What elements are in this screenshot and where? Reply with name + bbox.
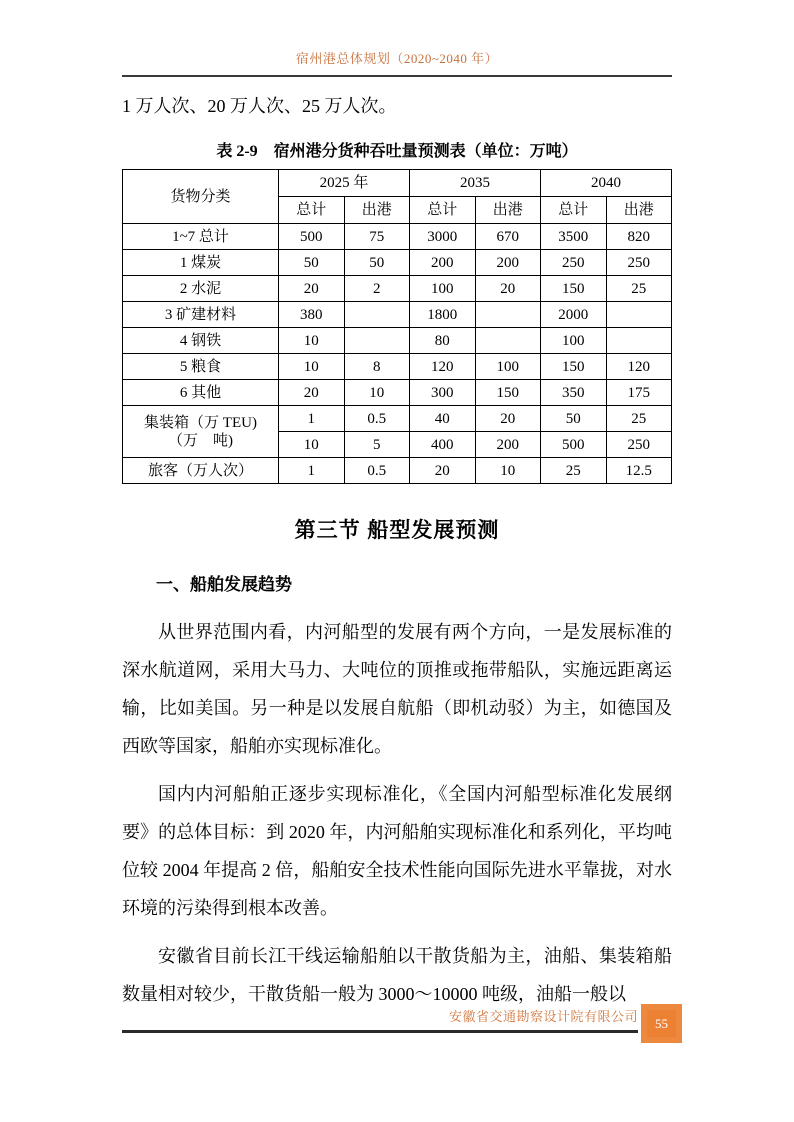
data-cell (606, 328, 672, 354)
column-subheader: 出港 (475, 197, 541, 224)
data-cell: 10 (475, 458, 541, 484)
table-row (123, 224, 672, 250)
table-body (123, 224, 672, 484)
data-cell (344, 328, 410, 354)
data-cell (475, 328, 541, 354)
data-cell: 100 (541, 328, 607, 354)
data-cell: 200 (410, 250, 476, 276)
data-cell: 10 (279, 354, 345, 380)
column-header-year: 2035 (410, 170, 541, 197)
data-cell: 150 (541, 276, 607, 302)
data-cell: 20 (475, 406, 541, 432)
table-head (123, 170, 672, 224)
data-cell (475, 302, 541, 328)
row-label: 旅客（万人次） (123, 458, 279, 484)
data-cell: 3500 (541, 224, 607, 250)
data-cell: 50 (279, 250, 345, 276)
row-label: 6 其他 (123, 380, 279, 406)
data-cell: 80 (410, 328, 476, 354)
data-cell: 200 (475, 432, 541, 458)
throughput-forecast-table (122, 169, 672, 484)
data-cell: 1800 (410, 302, 476, 328)
body-paragraph: 从世界范围内看，内河船型的发展有两个方向，一是发展标准的深水航道网，采用大马力、大吨位的顶推或拖带船队，实施远距离运输，比如美国。另一种是以发展自航船（即机动驳）为主，如德国及西欧等国家，船舶亦实现标准化。 (122, 622, 672, 756)
column-subheader: 总计 (410, 197, 476, 224)
data-cell: 500 (279, 224, 345, 250)
footer-company: 安徽省交通勘察设计院有限公司 (448, 1009, 638, 1024)
table-row (123, 328, 672, 354)
data-cell: 820 (606, 224, 672, 250)
data-cell: 20 (410, 458, 476, 484)
column-subheader: 出港 (606, 197, 672, 224)
column-header-year: 2025 年 (279, 170, 410, 197)
data-cell: 100 (410, 276, 476, 302)
data-cell: 2000 (541, 302, 607, 328)
data-cell: 300 (410, 380, 476, 406)
table-row (123, 250, 672, 276)
data-cell: 250 (606, 432, 672, 458)
data-cell: 1 (279, 406, 345, 432)
page-number: 55 (655, 1015, 668, 1031)
data-cell: 2 (344, 276, 410, 302)
data-cell: 1 (279, 458, 345, 484)
column-subheader: 出港 (344, 197, 410, 224)
data-cell: 10 (279, 432, 345, 458)
data-cell: 350 (541, 380, 607, 406)
row-label: 集装箱（万 TEU) （万 吨) (123, 406, 279, 458)
table-row (123, 276, 672, 302)
intro-line: 1 万人次、20 万人次、25 万人次。 (122, 96, 397, 116)
section-subheading: 一、船舶发展趋势 (156, 575, 292, 594)
data-cell: 12.5 (606, 458, 672, 484)
data-cell: 20 (279, 276, 345, 302)
data-cell: 670 (475, 224, 541, 250)
table-row (123, 458, 672, 484)
body-paragraph: 国内内河船舶正逐步实现标准化，《全国内河船型标准化发展纲要》的总体目标：到 2020 年，内河船舶实现标准化和系列化，平均吨位较 2004 年提高 2 倍，船舶安全技术性能向国际先进水平靠拢，对水环境的污染得到根本改善。 (122, 784, 672, 918)
data-cell: 120 (606, 354, 672, 380)
row-label: 2 水泥 (123, 276, 279, 302)
table-row (123, 406, 672, 432)
data-cell: 20 (475, 276, 541, 302)
row-label: 1~7 总计 (123, 224, 279, 250)
table-caption: 表 2-9 宿州港分货种吞吐量预测表（单位：万吨） (216, 143, 578, 160)
data-cell: 50 (344, 250, 410, 276)
data-cell: 50 (541, 406, 607, 432)
data-cell: 8 (344, 354, 410, 380)
data-cell: 5 (344, 432, 410, 458)
data-cell: 75 (344, 224, 410, 250)
page-header (122, 48, 672, 77)
data-cell: 250 (606, 250, 672, 276)
data-cell: 120 (410, 354, 476, 380)
header-title: 宿州港总体规划（2020~2040 年） (295, 51, 499, 66)
data-cell: 0.5 (344, 458, 410, 484)
table-row (123, 302, 672, 328)
section-heading: 第三节 船型发展预测 (294, 519, 500, 542)
data-cell: 100 (475, 354, 541, 380)
data-cell: 20 (279, 380, 345, 406)
data-cell: 150 (475, 380, 541, 406)
page-footer (122, 1006, 638, 1033)
data-cell (344, 302, 410, 328)
data-cell: 400 (410, 432, 476, 458)
table-row (123, 354, 672, 380)
page-number-box (641, 1004, 682, 1043)
column-subheader: 总计 (279, 197, 345, 224)
data-cell: 175 (606, 380, 672, 406)
data-cell: 500 (541, 432, 607, 458)
data-cell: 10 (279, 328, 345, 354)
data-cell (606, 302, 672, 328)
data-cell: 3000 (410, 224, 476, 250)
data-cell: 200 (475, 250, 541, 276)
column-header-year: 2040 (541, 170, 672, 197)
column-header-category: 货物分类 (123, 170, 279, 224)
data-cell: 10 (344, 380, 410, 406)
row-label: 4 钢铁 (123, 328, 279, 354)
row-label: 3 矿建材料 (123, 302, 279, 328)
table-row (123, 380, 672, 406)
body-paragraphs (122, 613, 672, 1013)
column-subheader: 总计 (541, 197, 607, 224)
data-cell: 25 (606, 276, 672, 302)
data-cell: 25 (606, 406, 672, 432)
row-label: 5 粮食 (123, 354, 279, 380)
row-label: 1 煤炭 (123, 250, 279, 276)
data-cell: 25 (541, 458, 607, 484)
data-cell: 250 (541, 250, 607, 276)
data-cell: 380 (279, 302, 345, 328)
body-paragraph: 安徽省目前长江干线运输船舶以干散货船为主，油船、集装箱船数量相对较少，干散货船一般为 3000～10000 吨级，油船一般以 (122, 946, 672, 1004)
data-cell: 0.5 (344, 406, 410, 432)
data-cell: 40 (410, 406, 476, 432)
data-cell: 150 (541, 354, 607, 380)
content-area (122, 94, 672, 1023)
table-header-row-years (123, 170, 672, 197)
